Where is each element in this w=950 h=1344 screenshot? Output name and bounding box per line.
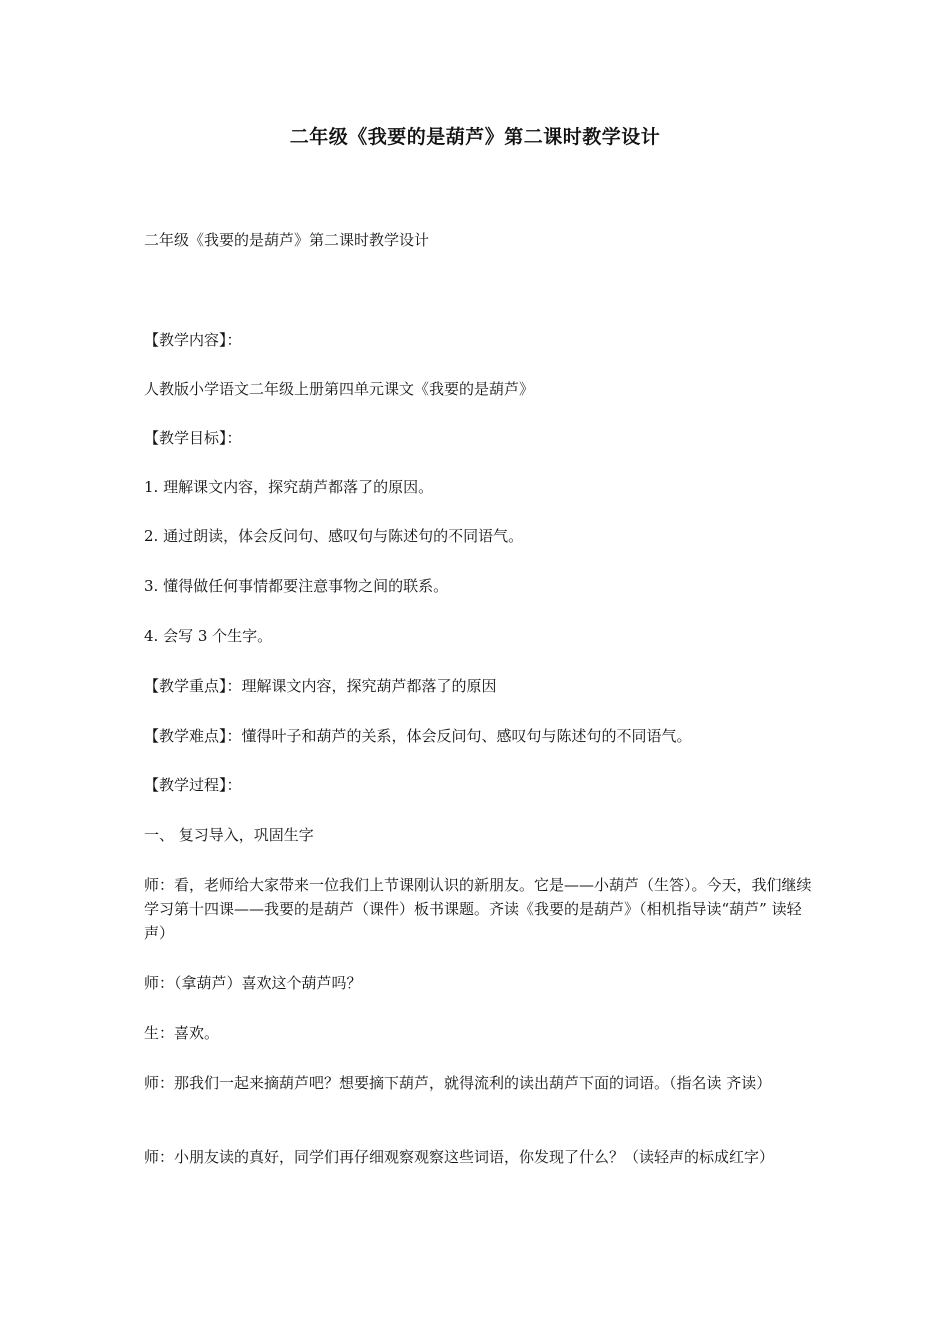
dialogue-paragraph: 师：小朋友读的真好，同学们再仔细观察观察这些词语，你发现了什么？（读轻声的标成红字） bbox=[144, 1148, 775, 1166]
document-subtitle: 二年级《我要的是葫芦》第二课时教学设计 bbox=[144, 231, 430, 249]
teaching-goals-heading: 【教学目标】： bbox=[144, 429, 242, 447]
goal-item: 3. 懂得做任何事情都要注意事物之间的联系。 bbox=[144, 577, 449, 595]
dialogue-paragraph: 师：看，老师给大家带来一位我们上节课刚认识的新朋友。它是——小葫芦（生答）。今天，我们继续学习第十四课——我要的是葫芦（课件）板书课题。齐读《我要的是葫芦》（相机指导读“葫芦” 读轻声） bbox=[144, 876, 812, 942]
teaching-content-text: 人教版小学语文二年级上册第四单元课文《我要的是葫芦》 bbox=[144, 380, 535, 398]
teaching-process-heading: 【教学过程】： bbox=[144, 776, 242, 794]
goal-item: 4. 会写 3 个生字。 bbox=[144, 627, 273, 645]
key-point: 【教学重点】：理解课文内容，探究葫芦都落了的原因 bbox=[144, 677, 497, 695]
goal-item: 1. 理解课文内容，探究葫芦都落了的原因。 bbox=[144, 478, 434, 496]
dialogue-paragraph: 师：那我们一起来摘葫芦吧？想要摘下葫芦，就得流利的读出葫芦下面的词语。（指名读 齐读） bbox=[144, 1074, 772, 1092]
document-title: 二年级《我要的是葫芦》第二课时教学设计 bbox=[289, 126, 661, 148]
section-heading: 一、 复习导入，巩固生字 bbox=[144, 826, 314, 844]
difficult-point: 【教学难点】：懂得叶子和葫芦的关系，体会反问句、感叹句与陈述句的不同语气。 bbox=[144, 727, 692, 745]
dialogue-paragraph: 生：喜欢。 bbox=[144, 1024, 220, 1042]
dialogue-paragraph: 师：（拿葫芦）喜欢这个葫芦吗？ bbox=[144, 974, 362, 992]
teaching-content-heading: 【教学内容】： bbox=[144, 331, 242, 349]
goal-item: 2. 通过朗读，体会反问句、感叹句与陈述句的不同语气。 bbox=[144, 527, 524, 545]
